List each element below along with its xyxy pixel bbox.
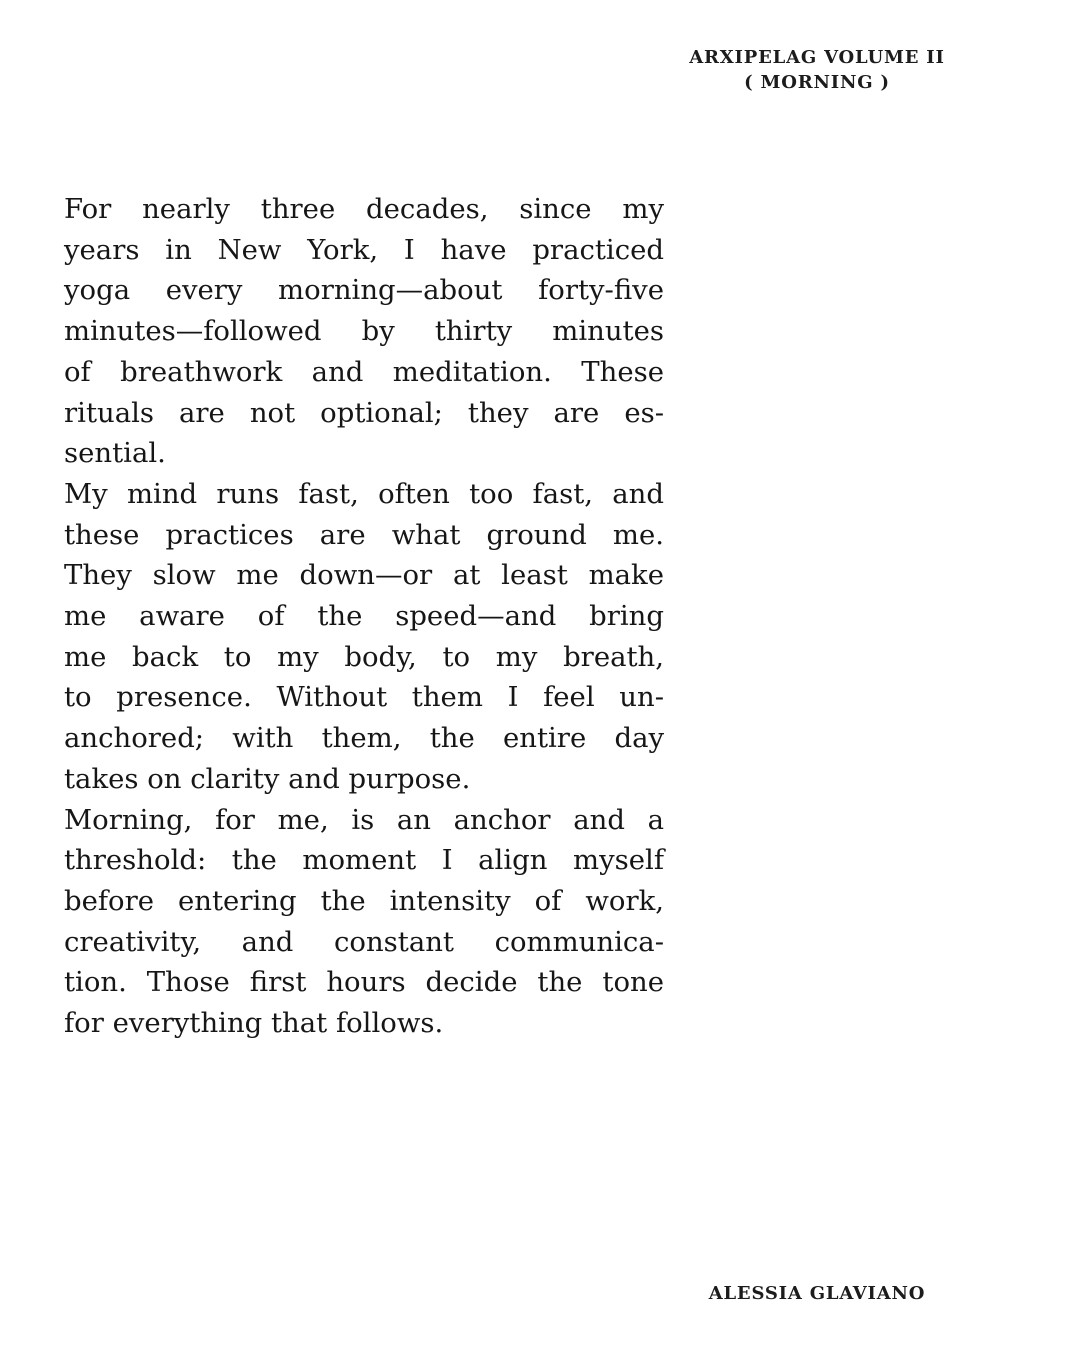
text-line: sential. bbox=[64, 437, 166, 470]
text-line: before entering the intensity of work, bbox=[64, 884, 664, 917]
running-head-volume: ARXIPELAG VOLUME II bbox=[689, 47, 945, 68]
text-line: takes on clarity and purpose. bbox=[64, 762, 471, 795]
text-line: My mind runs fast, often too fast, and bbox=[64, 477, 664, 510]
text-line: Morning, for me, is an anchor and a bbox=[64, 803, 664, 836]
text-line: these practices are what ground me. bbox=[64, 518, 664, 551]
text-line: anchored; with them, the entire day bbox=[64, 722, 664, 755]
text-line: of breathwork and meditation. These bbox=[64, 355, 664, 388]
text-line: years in New York, I have practiced bbox=[64, 233, 664, 266]
text-line: rituals are not optional; they are es- bbox=[64, 396, 664, 429]
article-body bbox=[64, 189, 664, 1044]
running-head bbox=[557, 45, 1077, 95]
text-line: minutes—followed by thirty minutes bbox=[64, 315, 664, 348]
text-line: me back to my body, to my breath, bbox=[64, 640, 664, 673]
text-line: to presence. Without them I feel un- bbox=[64, 681, 664, 714]
text-line: creativity, and constant communica- bbox=[64, 925, 664, 958]
text-line: threshold: the moment I align myself bbox=[64, 844, 664, 877]
text-line: They slow me down—or at least make bbox=[64, 559, 664, 592]
text-line: tion. Those first hours decide the tone bbox=[64, 966, 664, 999]
author-credit: ALESSIA GLAVIANO bbox=[708, 1283, 926, 1304]
running-head-section: ( MORNING ) bbox=[744, 72, 890, 93]
text-line: yoga every morning—about forty-five bbox=[64, 274, 664, 307]
text-line: me aware of the speed—and bring bbox=[64, 600, 664, 633]
text-line: For nearly three decades, since my bbox=[64, 193, 664, 225]
text-line: for everything that follows. bbox=[64, 1007, 444, 1040]
